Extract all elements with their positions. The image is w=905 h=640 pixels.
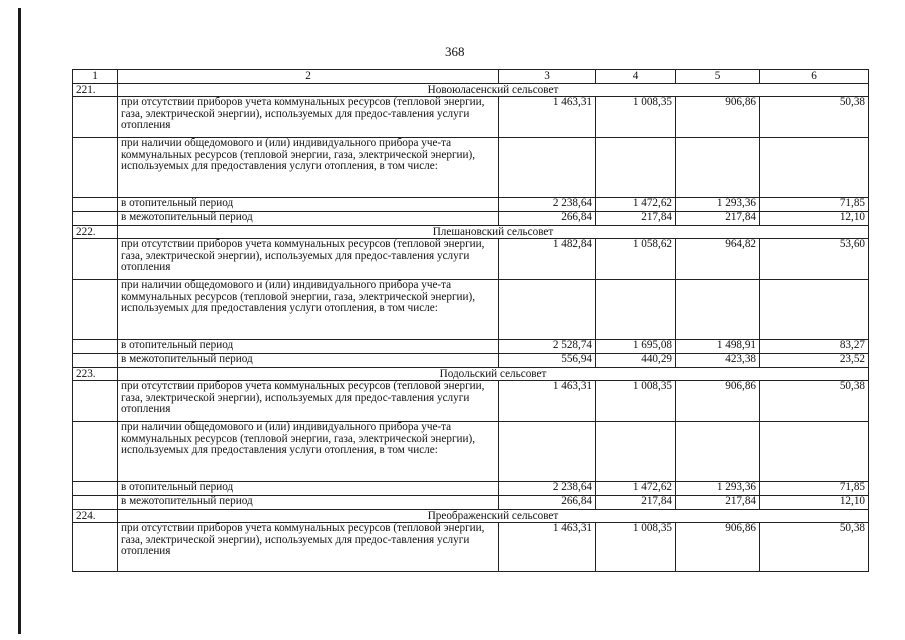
column-header: 2 [118, 70, 499, 84]
empty-number-cell [73, 212, 118, 226]
row-description: при отсутствии приборов учета коммунальных ресурсов (тепловой энергии, газа, электрической энергии), используемых для предос-тавления услуги отопления [118, 381, 499, 422]
value-cell-c6: 12,10 [760, 496, 869, 510]
value-cell-c4: 1 058,62 [596, 239, 676, 280]
value-cell-c4 [596, 422, 676, 482]
value-cell-c4 [596, 138, 676, 198]
value-cell-c3: 266,84 [499, 212, 596, 226]
value-cell-c4: 1 695,08 [596, 340, 676, 354]
row-description: при отсутствии приборов учета коммунальных ресурсов (тепловой энергии, газа, электрической энергии), используемых для предос-тавления услуги отопления [118, 239, 499, 280]
empty-number-cell [73, 138, 118, 198]
table-row [73, 381, 869, 422]
value-cell-c5: 906,86 [676, 523, 760, 572]
section-name: Подольский сельсовет [118, 368, 869, 381]
value-cell-c5 [676, 280, 760, 340]
empty-number-cell [73, 280, 118, 340]
value-cell-c6: 50,38 [760, 381, 869, 422]
section-name: Новоюласенский сельсовет [118, 84, 869, 97]
value-cell-c6: 83,27 [760, 340, 869, 354]
empty-number-cell [73, 354, 118, 368]
value-cell-c6 [760, 280, 869, 340]
value-cell-c5: 964,82 [676, 239, 760, 280]
value-cell-c5: 217,84 [676, 496, 760, 510]
empty-number-cell [73, 482, 118, 496]
empty-number-cell [73, 97, 118, 138]
column-header: 5 [676, 70, 760, 84]
row-description: в отопительный период [118, 198, 499, 212]
table-row [73, 354, 869, 368]
row-description: при отсутствии приборов учета коммунальных ресурсов (тепловой энергии, газа, электрической энергии), используемых для предос-тавления услуги отопления [118, 97, 499, 138]
row-description: при наличии общедомового и (или) индивидуального прибора уче-та коммунальных ресурсов (тепловой энергии, газа, электрической энергии), используемых для предоставления услуги отопления, в том числе: [118, 138, 499, 198]
section-number: 222. [73, 226, 118, 239]
table-row [73, 212, 869, 226]
empty-number-cell [73, 496, 118, 510]
value-cell-c6: 71,85 [760, 198, 869, 212]
value-cell-c4: 1 008,35 [596, 97, 676, 138]
value-cell-c6: 23,52 [760, 354, 869, 368]
empty-number-cell [73, 239, 118, 280]
value-cell-c4: 1 008,35 [596, 523, 676, 572]
table-row [73, 496, 869, 510]
value-cell-c4: 1 472,62 [596, 198, 676, 212]
row-description: при наличии общедомового и (или) индивидуального прибора уче-та коммунальных ресурсов (тепловой энергии, газа, электрической энергии), используемых для предоставления услуги отопления, в том числе: [118, 280, 499, 340]
row-description: в отопительный период [118, 482, 499, 496]
value-cell-c3 [499, 138, 596, 198]
empty-number-cell [73, 523, 118, 572]
value-cell-c6 [760, 422, 869, 482]
value-cell-c5: 1 498,91 [676, 340, 760, 354]
value-cell-c5: 906,86 [676, 381, 760, 422]
table-row [73, 523, 869, 572]
column-header: 4 [596, 70, 676, 84]
value-cell-c3: 2 528,74 [499, 340, 596, 354]
value-cell-c3: 1 463,31 [499, 381, 596, 422]
table-row [73, 239, 869, 280]
value-cell-c5: 423,38 [676, 354, 760, 368]
value-cell-c4: 217,84 [596, 496, 676, 510]
value-cell-c4: 1 472,62 [596, 482, 676, 496]
scan-edge-line [18, 8, 21, 634]
value-cell-c5 [676, 138, 760, 198]
row-description: при наличии общедомового и (или) индивидуального прибора уче-та коммунальных ресурсов (тепловой энергии, газа, электрической энергии), используемых для предоставления услуги отопления, в том числе: [118, 422, 499, 482]
value-cell-c4: 440,29 [596, 354, 676, 368]
value-cell-c6: 12,10 [760, 212, 869, 226]
value-cell-c6: 71,85 [760, 482, 869, 496]
row-description: в отопительный период [118, 340, 499, 354]
section-name: Преображенский сельсовет [118, 510, 869, 523]
empty-number-cell [73, 381, 118, 422]
section-row [73, 368, 869, 381]
row-description: при отсутствии приборов учета коммунальных ресурсов (тепловой энергии, газа, электрической энергии), используемых для предос-тавления услуги отопления [118, 523, 499, 572]
value-cell-c5: 1 293,36 [676, 198, 760, 212]
value-cell-c3 [499, 422, 596, 482]
value-cell-c4 [596, 280, 676, 340]
value-cell-c3: 1 463,31 [499, 97, 596, 138]
section-row [73, 84, 869, 97]
section-row [73, 510, 869, 523]
value-cell-c3: 1 482,84 [499, 239, 596, 280]
value-cell-c4: 217,84 [596, 212, 676, 226]
value-cell-c3: 266,84 [499, 496, 596, 510]
table-body [73, 70, 869, 572]
table-row [73, 482, 869, 496]
row-description: в межотопительный период [118, 496, 499, 510]
table-row [73, 97, 869, 138]
section-number: 221. [73, 84, 118, 97]
table-row [73, 340, 869, 354]
value-cell-c6: 53,60 [760, 239, 869, 280]
value-cell-c3 [499, 280, 596, 340]
value-cell-c3: 556,94 [499, 354, 596, 368]
value-cell-c5: 906,86 [676, 97, 760, 138]
row-description: в межотопительный период [118, 354, 499, 368]
value-cell-c6: 50,38 [760, 97, 869, 138]
column-header: 3 [499, 70, 596, 84]
empty-number-cell [73, 340, 118, 354]
empty-number-cell [73, 198, 118, 212]
table-row [73, 422, 869, 482]
header-row [73, 70, 869, 84]
table-row [73, 198, 869, 212]
value-cell-c3: 2 238,64 [499, 198, 596, 212]
page-number: 368 [445, 44, 465, 59]
table-row [73, 138, 869, 198]
value-cell-c5: 1 293,36 [676, 482, 760, 496]
value-cell-c4: 1 008,35 [596, 381, 676, 422]
table-row [73, 280, 869, 340]
value-cell-c3: 1 463,31 [499, 523, 596, 572]
section-name: Плешановский сельсовет [118, 226, 869, 239]
value-cell-c6 [760, 138, 869, 198]
empty-number-cell [73, 422, 118, 482]
tariff-table [72, 69, 869, 572]
value-cell-c5 [676, 422, 760, 482]
value-cell-c6: 50,38 [760, 523, 869, 572]
value-cell-c3: 2 238,64 [499, 482, 596, 496]
value-cell-c5: 217,84 [676, 212, 760, 226]
section-number: 223. [73, 368, 118, 381]
row-description: в межотопительный период [118, 212, 499, 226]
section-row [73, 226, 869, 239]
column-header: 6 [760, 70, 869, 84]
column-header: 1 [73, 70, 118, 84]
section-number: 224. [73, 510, 118, 523]
